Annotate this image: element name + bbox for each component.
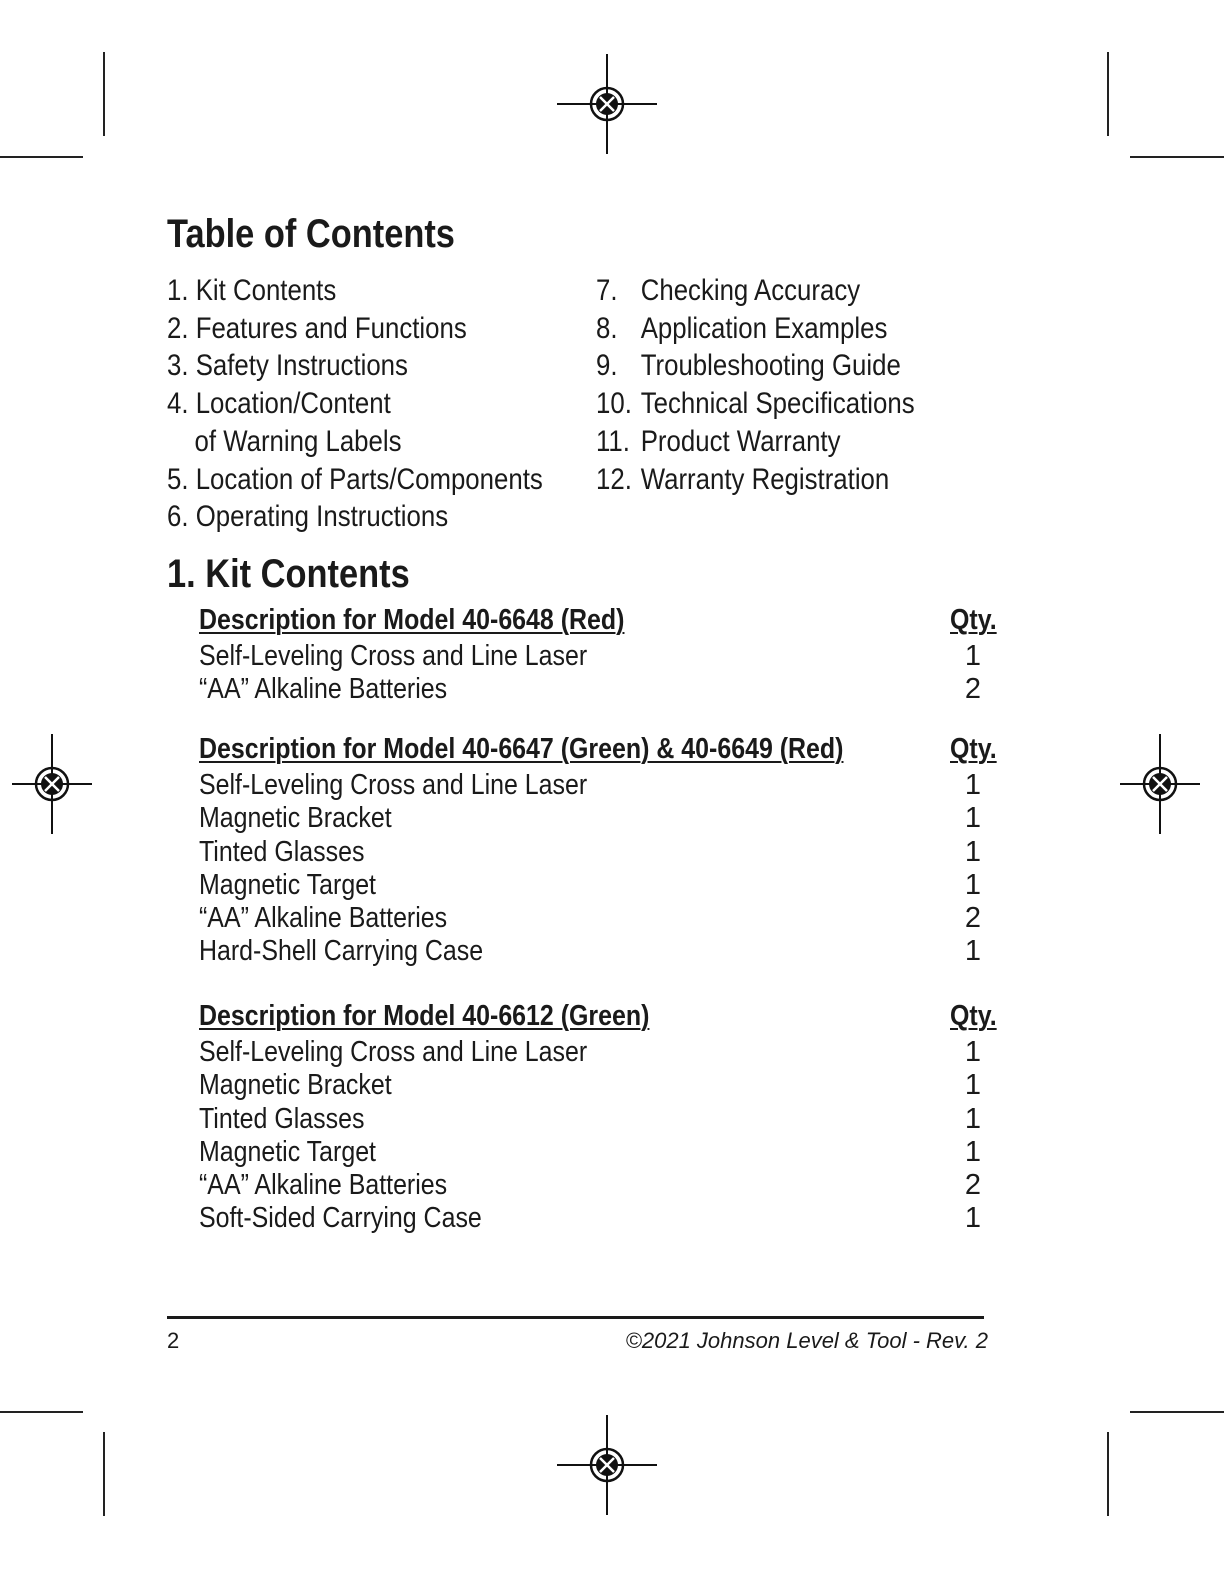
kit-contents-heading: 1. Kit Contents [167, 552, 410, 596]
kit-item-name: Self-Leveling Cross and Line Laser [199, 769, 588, 801]
model-description: Description for Model 40-6612 (Green) [199, 1000, 650, 1032]
toc-left-column [167, 272, 543, 536]
kit-item-row [199, 1069, 999, 1102]
toc-title: Table of Contents [167, 212, 455, 256]
kit-section [199, 733, 999, 969]
kit-item-name: Magnetic Target [199, 868, 376, 901]
toc-item[interactable]: 4. Location/Content [167, 387, 391, 421]
kit-item-name: “AA” Alkaline Batteries [199, 673, 448, 706]
kit-item-name: Magnetic Bracket [199, 802, 392, 835]
kit-section-header [199, 1000, 999, 1036]
copyright-notice: ©2021 Johnson Level & Tool - Rev. 2 [625, 1328, 988, 1353]
kit-item-qty: 1 [964, 1102, 982, 1135]
kit-item-qty: 1 [964, 1135, 982, 1168]
toc-item[interactable]: 11. Product Warranty [596, 424, 841, 458]
kit-item-qty: 2 [964, 673, 982, 706]
kit-item-name: “AA” Alkaline Batteries [199, 1169, 448, 1202]
crop-mark [103, 52, 105, 136]
kit-item-name: Self-Leveling Cross and Line Laser [199, 640, 588, 672]
kit-item-row [199, 769, 999, 802]
toc-item[interactable]: 10. Technical Specifications [596, 387, 915, 421]
toc-item[interactable]: 6. Operating Instructions [167, 500, 449, 534]
kit-section [199, 604, 999, 707]
page-number: 2 [167, 1328, 180, 1353]
toc-right-column [596, 272, 915, 498]
kit-item-row [199, 1202, 999, 1235]
model-description: Description for Model 40-6648 (Red) [199, 604, 625, 636]
kit-item-qty: 1 [964, 835, 982, 868]
registration-mark-icon [1110, 734, 1210, 834]
kit-item-name: Tinted Glasses [199, 1102, 365, 1135]
crop-mark [1107, 52, 1109, 136]
kit-item-row [199, 836, 999, 869]
toc-item[interactable]: 5. Location of Parts/Components [167, 462, 543, 496]
kit-item-name: Self-Leveling Cross and Line Laser [199, 1036, 588, 1068]
kit-item-row [199, 1036, 999, 1069]
kit-item-qty: 1 [964, 1036, 982, 1068]
kit-item-qty: 1 [964, 935, 982, 968]
kit-item-name: Hard-Shell Carrying Case [199, 935, 484, 968]
kit-item-qty: 1 [964, 769, 982, 801]
registration-mark-icon [2, 734, 102, 834]
kit-item-qty: 1 [964, 1069, 982, 1102]
kit-item-qty: 1 [964, 1202, 982, 1235]
registration-mark-icon [557, 1415, 657, 1515]
toc-item[interactable]: 2. Features and Functions [167, 311, 467, 345]
kit-item-row [199, 673, 999, 706]
qty-header: Qty. [950, 733, 997, 765]
toc-item[interactable]: 7. Checking Accuracy [596, 274, 861, 307]
crop-mark [0, 1411, 83, 1413]
toc-item[interactable]: 3. Safety Instructions [167, 349, 408, 383]
kit-item-row [199, 640, 999, 673]
qty-header: Qty. [950, 604, 997, 636]
kit-section-header [199, 733, 999, 769]
toc-item[interactable]: 1. Kit Contents [167, 274, 337, 307]
kit-section [199, 1000, 999, 1236]
toc-item[interactable]: 12. Warranty Registration [596, 462, 890, 496]
kit-item-qty: 1 [964, 868, 982, 901]
crop-mark [1130, 156, 1224, 158]
kit-item-name: Soft-Sided Carrying Case [199, 1202, 482, 1235]
qty-header: Qty. [950, 1000, 997, 1032]
kit-item-row [199, 802, 999, 835]
toc-item[interactable]: 9. Troubleshooting Guide [596, 349, 901, 383]
kit-item-qty: 2 [964, 1169, 982, 1202]
crop-mark [1107, 1432, 1109, 1516]
kit-item-row [199, 902, 999, 935]
footer-rule [167, 1316, 984, 1319]
crop-mark [0, 156, 83, 158]
crop-mark [1130, 1411, 1224, 1413]
kit-item-row [199, 935, 999, 968]
toc-item-continuation[interactable]: of Warning Labels [194, 424, 402, 458]
kit-item-name: “AA” Alkaline Batteries [199, 902, 448, 935]
crop-mark [103, 1432, 105, 1516]
kit-item-qty: 2 [964, 902, 982, 935]
kit-item-name: Magnetic Bracket [199, 1069, 392, 1102]
kit-item-name: Tinted Glasses [199, 835, 365, 868]
kit-item-qty: 1 [964, 640, 982, 672]
kit-item-qty: 1 [964, 802, 982, 835]
kit-item-row [199, 869, 999, 902]
toc-item[interactable]: 8. Application Examples [596, 311, 888, 345]
kit-item-row [199, 1136, 999, 1169]
model-description: Description for Model 40-6647 (Green) & 40-6649 (Red) [199, 733, 844, 765]
kit-item-row [199, 1103, 999, 1136]
registration-mark-icon [557, 54, 657, 154]
kit-section-header [199, 604, 999, 640]
kit-item-name: Magnetic Target [199, 1135, 376, 1168]
kit-item-row [199, 1169, 999, 1202]
